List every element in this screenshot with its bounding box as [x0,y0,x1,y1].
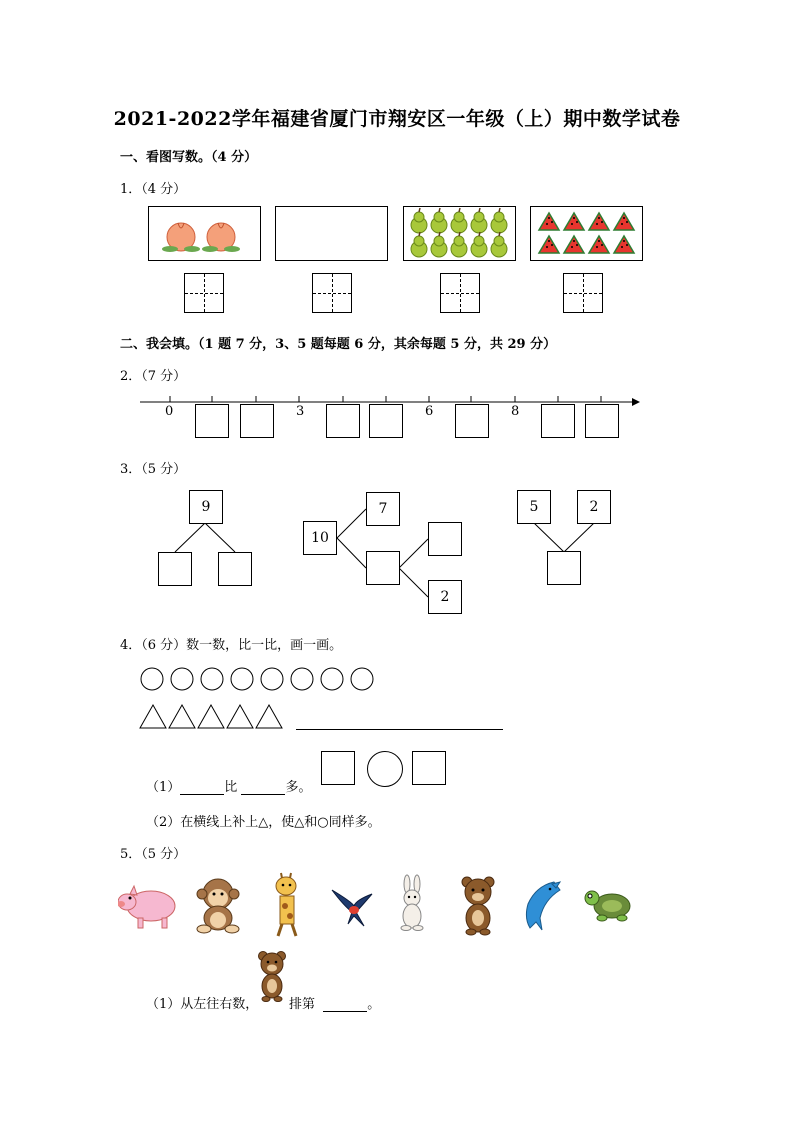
bear-icon [462,877,494,935]
bond2-lower-right-box: 2 [428,580,462,614]
bond3-bottom-box[interactable] [547,551,581,585]
q4-blank-2[interactable] [241,781,285,795]
watermelon-icon [539,236,559,253]
number-line-box-2[interactable] [240,404,274,438]
watermelon-icon [614,236,634,253]
pear-icon [411,208,427,233]
watermelon-icon [614,213,634,230]
question-2-label: 2．（7 分） [120,369,187,384]
circle-shape [201,668,223,690]
pig-icon [118,886,175,928]
swallow-icon [332,890,372,926]
answer-grid-3[interactable] [440,273,480,313]
animal-row [118,872,638,942]
monkey-icon [197,879,239,933]
rabbit-icon [401,875,423,931]
question-1-label: 1．（4 分） [120,182,187,197]
pear-icon [431,232,447,257]
giraffe-icon [276,873,296,936]
tick-label-8: 8 [511,404,520,419]
compare-box-right[interactable] [412,751,446,785]
q5-blank-1[interactable] [323,998,367,1012]
turtle-icon [585,891,630,921]
pear-icon [491,232,507,257]
section-1-heading: 一、看图写数。（4 分） [120,150,258,165]
question-3-label: 3．（5 分） [120,462,187,477]
picture-empty [275,206,388,261]
number-line-box-1[interactable] [195,404,229,438]
q5-part1 [289,993,380,1012]
pear-icon [451,208,467,233]
pear-icon [431,208,447,233]
watermelon-icon [589,236,609,253]
q5-part1-suffix: 。 [367,997,381,1012]
dolphin-icon [526,882,560,930]
answer-grid-4[interactable] [563,273,603,313]
tick-label-0: 0 [165,404,174,419]
circle-shape [261,668,283,690]
bond1-top-box: 9 [189,490,223,524]
tick-label-6: 6 [425,404,434,419]
bear-icon [256,950,288,1004]
tick-label-3: 3 [296,404,305,419]
answer-grid-2[interactable] [312,273,352,313]
pear-icon [491,208,507,233]
circle-shape [231,668,253,690]
watermelon-icon [589,213,609,230]
question-4-label: 4．（6 分）数一数，比一比，画一画。 [120,638,343,653]
page-title: 2021-2022学年福建省厦门市翔安区一年级（上）期中数学试卷 [113,108,681,130]
q4-part2: （2）在横线上补上△，使△和○同样多。 [146,815,381,830]
watermelon-icon [564,213,584,230]
q4-blank-1[interactable] [180,781,224,795]
picture-pears [403,206,516,261]
q4-part1 [146,776,311,795]
triangle-answer-line[interactable] [296,729,503,730]
q5-part1-prefix: （1）从左往右数， [146,997,259,1012]
triangle-row [138,702,298,732]
bond2-upper-right-box[interactable] [428,522,462,556]
compare-circle[interactable] [366,750,404,788]
circle-shape [321,668,343,690]
pear-icon [411,232,427,257]
peach-icon [202,223,240,252]
compare-box-left[interactable] [321,751,355,785]
q4-part1-mid: 比 [224,780,238,795]
bond1-left-box[interactable] [158,552,192,586]
circle-shape [351,668,373,690]
pear-icon [471,232,487,257]
bond2-top-box: 7 [366,492,400,526]
number-line-box-6[interactable] [541,404,575,438]
circle-shape [141,668,163,690]
number-line-box-7[interactable] [585,404,619,438]
triangle-shape [140,705,166,728]
question-5-label: 5．（5 分） [120,847,187,862]
bond3-right-box: 2 [577,490,611,524]
q4-part1-suffix: 多。 [285,780,312,795]
peach-icon [162,223,200,252]
number-line-box-5[interactable] [455,404,489,438]
bond2-middle-box[interactable] [366,551,400,585]
bond2-whole-box: 10 [303,521,337,555]
watermelon-icon [539,213,559,230]
circle-shape [291,668,313,690]
answer-grid-1[interactable] [184,273,224,313]
triangle-shape [256,705,282,728]
triangle-shape [169,705,195,728]
picture-watermelons [530,206,643,261]
number-line-box-4[interactable] [369,404,403,438]
bond1-right-box[interactable] [218,552,252,586]
pear-icon [471,208,487,233]
circle-shape [171,668,193,690]
circle-row [138,664,388,694]
pear-icon [451,232,467,257]
picture-peaches [148,206,261,261]
section-2-heading: 二、我会填。（1 题 7 分，3、5 题每题 6 分，其余每题 5 分，共 29 分） [120,337,557,352]
q5-part1-mid: 排第 [289,997,316,1012]
number-line-box-3[interactable] [326,404,360,438]
bond3-left-box: 5 [517,490,551,524]
pear-icon-group [404,207,515,260]
peach-icon-group [149,207,260,260]
q4-part1-prefix: （1） [146,780,181,795]
triangle-shape [198,705,224,728]
watermelon-icon [564,236,584,253]
watermelon-icon-group [531,207,642,260]
triangle-shape [227,705,253,728]
